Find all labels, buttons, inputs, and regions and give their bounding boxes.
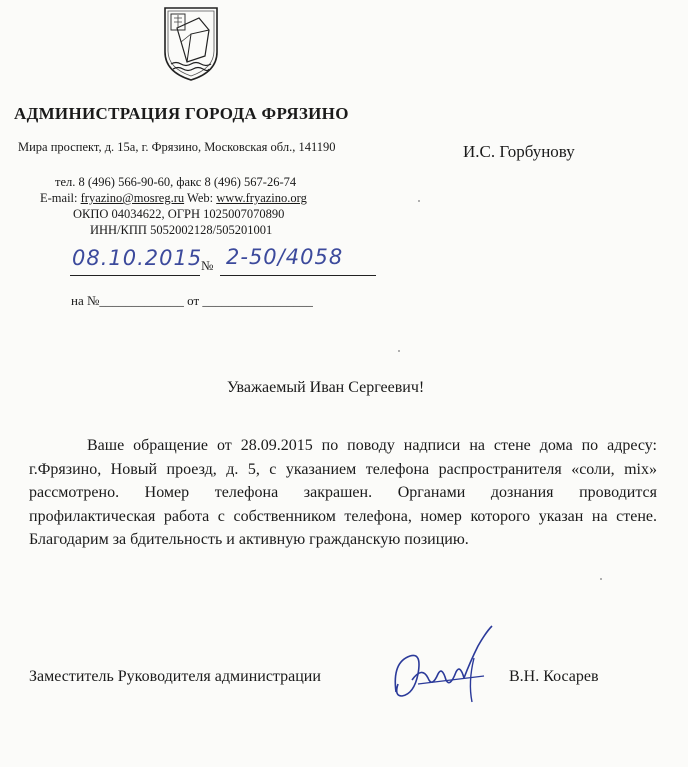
paper-speck xyxy=(418,200,420,202)
phone-fax: тел. 8 (496) 566-90-60, факс 8 (496) 567-26-74 xyxy=(55,175,297,189)
number-sign: № xyxy=(201,258,214,273)
date-underline xyxy=(70,275,200,276)
number-underline xyxy=(220,275,376,276)
reference-line: на №_____________ от _________________ xyxy=(71,293,313,308)
handwritten-signature xyxy=(388,622,500,706)
recipient-name: И.С. Горбунову xyxy=(463,142,575,161)
inn-kpp: ИНН/КПП 5052002128/505201001 xyxy=(90,223,273,237)
paper-speck xyxy=(600,578,602,580)
web-label: Web: xyxy=(184,191,217,205)
email-web-line xyxy=(40,191,307,206)
signer-name: В.Н. Косарев xyxy=(509,668,599,685)
salutation: Уважаемый Иван Сергеевич! xyxy=(227,379,425,396)
okpo-ogrn: ОКПО 04034622, ОГРН 1025007070890 xyxy=(73,207,285,221)
organization-address: Мира проспект, д. 15а, г. Фрязино, Московская обл., 141190 xyxy=(18,140,336,154)
email-label: E-mail: xyxy=(40,191,81,205)
coat-of-arms-emblem xyxy=(161,6,221,82)
paper-speck xyxy=(398,350,400,352)
signer-title: Заместитель Руководителя администрации xyxy=(29,668,321,685)
registration-number: 2-50/4058 xyxy=(226,245,344,269)
letter-body: Ваше обращение от 28.09.2015 по поводу надписи на стене дома по адресу: г.Фрязино, Новый проезд, д. 5, с указанием телефона распространителя «соли, mix» рассмотрено. Номер телефона закрашен. Органами дознания проводится профилактическая работа с собственником телефона, номер которого указан на стене. Благодарим за бдительность и активную гражданскую позицию. xyxy=(29,437,657,549)
registration-date: 08.10.2015 xyxy=(72,246,203,270)
web-link[interactable]: www.fryazino.org xyxy=(216,191,307,205)
email-link[interactable]: fryazino@mosreg.ru xyxy=(80,191,185,205)
organization-name: АДМИНИСТРАЦИЯ ГОРОДА ФРЯЗИНО xyxy=(14,104,349,123)
